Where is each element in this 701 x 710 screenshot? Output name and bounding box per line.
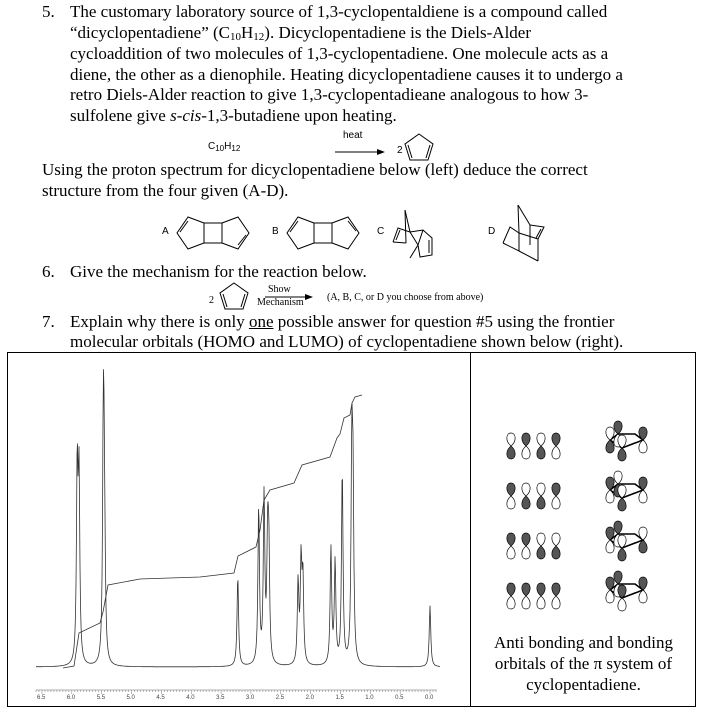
caption-line: orbitals of the π system of [494,654,673,673]
p-orbital-lobe [537,596,545,609]
subscript: 12 [231,144,241,153]
q6-number: 6. [42,262,55,281]
tick-label: 4.0 [186,695,195,701]
arrow-top-label: Show [268,284,291,295]
subscript: 10 [215,144,225,153]
q5-line-3: cycloaddition of two molecules of 1,3-cyclopentadiene. One molecule acts as a [70,44,609,63]
tick-label: 0.0 [425,695,434,701]
p-orbital-lobe [552,446,560,459]
p-orbital-lobe [522,496,530,509]
p-orbital-lobe [614,471,622,484]
tick-label: 6.5 [37,695,46,701]
spectrum-trace [36,369,440,667]
p-orbital-lobe [552,596,560,609]
p-orbital-lobe [507,546,515,559]
tick-label: 6.0 [66,695,76,701]
structure-c-label: C [377,226,385,237]
q5-line-6-italic: s-cis [170,106,202,125]
tick-label: 5.0 [126,695,135,701]
tick-label: 3.5 [216,695,225,701]
p-orbital-lobe [537,546,545,559]
p-orbital-lobe [507,533,515,546]
tick-label: 3.0 [245,695,255,701]
q5-line-1: The customary laboratory source of 1,3-cyclopentaldiene is a compound called [70,2,608,21]
p-orbital-lobe [507,596,515,609]
p-orbital-lobe [614,571,622,584]
q5-prompt-2: structure from the four given (A-D). [42,181,289,200]
tick-label: 2.5 [275,695,285,701]
p-orbital-lobe [618,598,626,611]
q5-line-2-start: “dicyclopentadiene” (C [70,23,231,42]
p-orbital-lobe [507,483,515,496]
p-orbital-lobe [507,446,515,459]
q7-line-1-post: possible answer for question #5 using the frontier [273,312,615,331]
caption-line: cyclopentadiene. [526,675,641,694]
tick-label: 1.5 [335,695,344,701]
q5-line-6-start: sulfolene give [70,106,171,125]
p-orbital-lobe [618,448,626,461]
q5-line-4: diene, the other as a dienophile. Heating dicyclopentadiene causes it to undergo a [70,65,623,84]
structure-a-label: A [162,226,169,237]
orbital-caption [471,632,696,695]
q5-number: 5. [42,2,55,21]
p-orbital-lobe [537,583,545,596]
q5-line-2-mid: H [241,23,254,42]
p-orbital-lobe [552,583,560,596]
p-orbital-lobe [552,533,560,546]
p-orbital-lobe [537,483,545,496]
axis-ticks [36,690,436,694]
structure-d-label: D [488,226,496,237]
product-note: (A, B, C, or D you choose from above) [327,292,484,303]
q5-line-5: retro Diels-Alder reaction to give 1,3-cyclopentadieane analogous to how 3- [70,85,589,104]
structure-b-label: B [272,226,279,237]
p-orbital-lobe [507,583,515,596]
orbital-diagrams [470,352,696,622]
p-orbital-lobe [552,433,560,446]
p-orbital-lobe [522,546,530,559]
p-orbital-lobe [522,446,530,459]
q7-line-2: molecular orbitals (HOMO and LUMO) of cyclopentadiene shown below (right). [70,332,624,351]
subscript: 10 [230,31,242,43]
q7-line-1-pre: Explain why there is only [70,312,249,331]
p-orbital-lobe [618,498,626,511]
subscript: 12 [253,31,265,43]
q6-text: Give the mechanism for the reaction below. [70,262,367,281]
tick-label: 1.0 [365,695,374,701]
p-orbital-lobe [537,433,545,446]
arrow-bottom-label: Mechanism [257,297,304,308]
q5-line-6-end: -1,3-butadiene upon heating. [201,106,397,125]
tick-label: 4.5 [156,695,165,701]
p-orbital-lobe [614,421,622,434]
reactant-c: C [208,141,216,152]
p-orbital-lobe [552,496,560,509]
p-orbital-lobe [507,496,515,509]
heat-label: heat [343,130,363,141]
p-orbital-lobe [614,521,622,534]
p-orbital-lobe [522,583,530,596]
p-orbital-lobe [618,548,626,561]
p-orbital-lobe [522,483,530,496]
q5-prompt-1: Using the proton spectrum for dicyclopentadiene below (left) deduce the correct [42,160,588,179]
tick-label: 5.5 [96,695,106,701]
integral-trace [63,395,362,668]
q7-number: 7. [42,312,55,331]
p-orbital-lobe [507,433,515,446]
q7-emphasis: one [248,312,274,331]
p-orbital-lobe [552,546,560,559]
tick-label: 2.0 [305,695,314,701]
p-orbital-lobe [522,533,530,546]
coefficient: 2 [397,145,403,156]
p-orbital-lobe [552,483,560,496]
reactant-h: H [224,141,232,152]
p-orbital-lobe [522,596,530,609]
caption-line: Anti bonding and bonding [494,633,673,652]
q6-coefficient: 2 [209,295,214,306]
structure-d [500,203,555,263]
p-orbital-lobe [537,496,545,509]
p-orbital-lobe [522,433,530,446]
tick-label: 0.5 [395,695,404,701]
q5-line-2-end: ). Dicyclopentadiene is the Diels-Alder [264,23,532,42]
p-orbital-lobe [537,533,545,546]
p-orbital-lobe [537,446,545,459]
